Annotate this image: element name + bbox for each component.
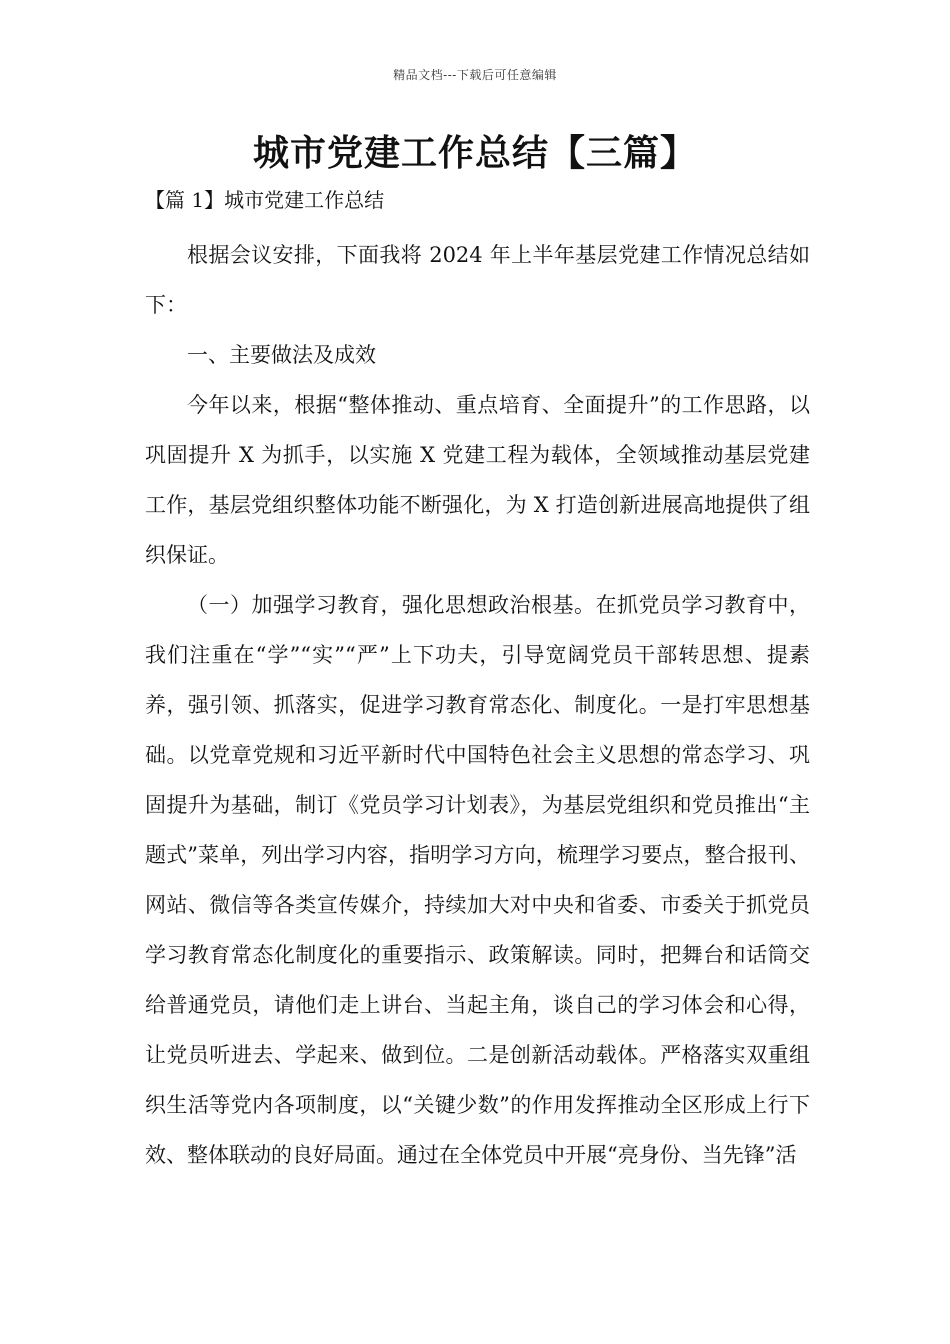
paragraph-heading-1: 一、主要做法及成效 xyxy=(187,343,376,367)
section-heading: 【篇 1】城市党建工作总结 xyxy=(145,188,385,212)
document-body xyxy=(145,230,810,1180)
header-note: 精品文档---下载后可任意编辑 xyxy=(393,68,557,82)
paragraph-overview: 今年以来，根据“整体推动、重点培育、全面提升”的工作思路，以巩固提升 X 为抓手，以实施 X 党建工程为载体，全领域推动基层党建工作，基层党组织整体功能不断强化，为 X 打造创新进展高地提供了组织保证。 xyxy=(145,393,810,567)
paragraph-study-education: （一）加强学习教育，强化思想政治根基。在抓党员学习教育中，我们注重在“学”“实”“严”上下功夫，引导宽阔党员干部转思想、提素养，强引领、抓落实，促进学习教育常态化、制度化。一是打牢思想基础。以党章党规和习近平新时代中国特色社会主义思想的常态学习、巩固提升为基础，制订《党员学习计划表》，为基层党组织和党员推出“主题式”菜单，列出学习内容，指明学习方向，梳理学习要点，整合报刊、网站、微信等各类宣传媒介，持续加大对中央和省委、市委关于抓党员学习教育常态化制度化的重要指示、政策解读。同时，把舞台和话筒交给普通党员，请他们走上讲台、当起主角，谈自己的学习体会和心得，让党员听进去、学起来、做到位。二是创新活动载体。严格落实双重组织生活等党内各项制度，以“关键少数”的作用发挥推动全区形成上行下效、整体联动的良好局面。通过在全体党员中开展“亮身份、当先锋”活 xyxy=(145,593,810,1167)
paragraph-intro: 根据会议安排，下面我将 2024 年上半年基层党建工作情况总结如下： xyxy=(145,243,810,317)
document-title: 城市党建工作总结【三篇】 xyxy=(252,132,697,174)
